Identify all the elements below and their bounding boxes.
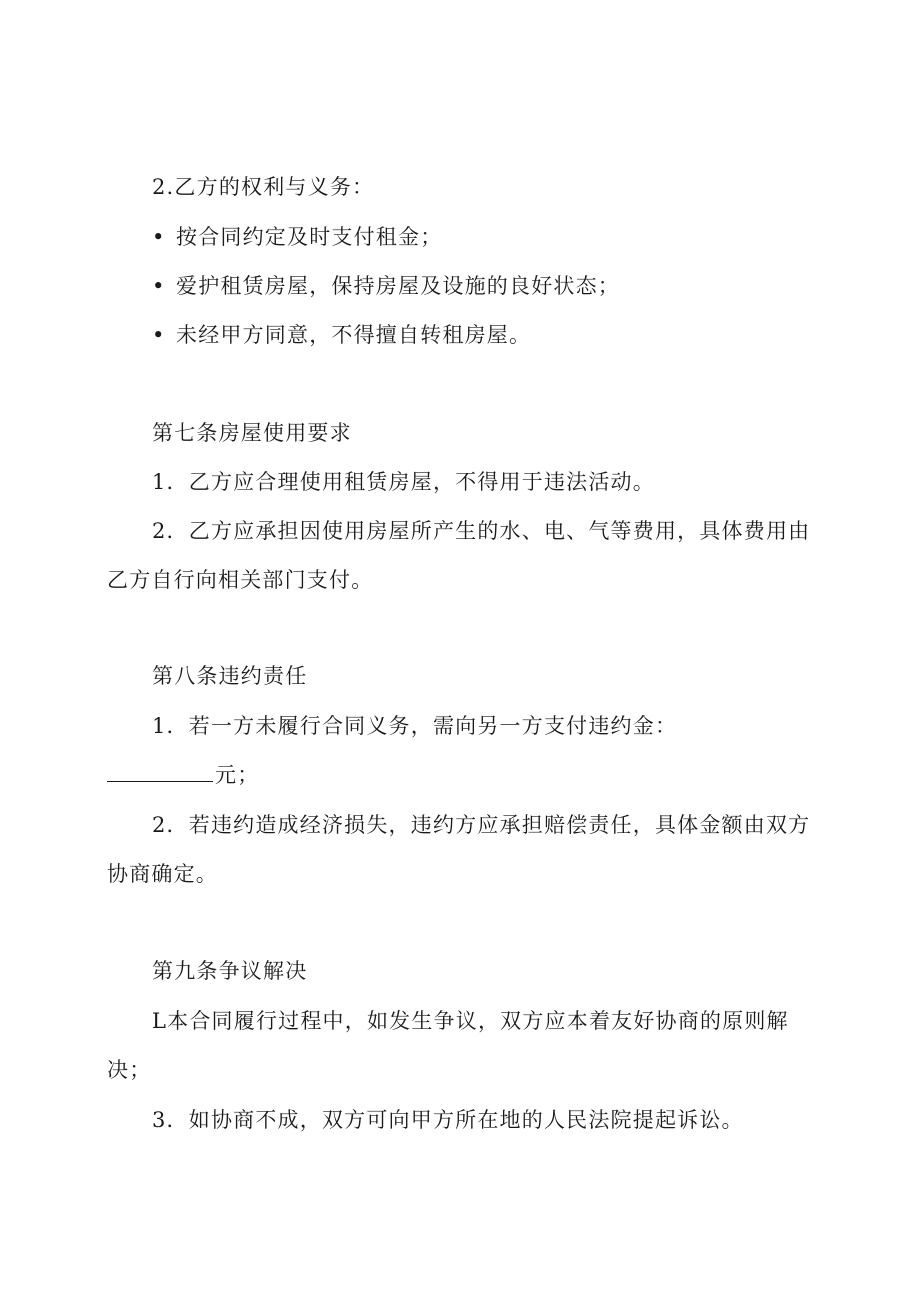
bullet-item [152,222,442,252]
section9-title: 第九条争议解决 [152,959,308,983]
section8-item2-line2: 协商确定。 [107,862,218,886]
section7-item2-line2: 乙方自行向相关部门支付。 [107,568,374,592]
section8-item2-line1: 2．若违约造成经济损失，违约方应承担赔偿责任，具体金额由双方 [152,813,811,837]
bullet-text: 爱护租赁房屋，保持房屋及设施的良好状态； [176,274,620,298]
bullet-dot-icon: • [152,274,166,298]
amount-blank-line [107,761,213,782]
section9-item3: 3．如协商不成，双方可向甲方所在地的人民法院提起诉讼。 [152,1108,744,1132]
section8-item1-line1: 1．若一方未履行合同义务，需向另一方支付违约金： [152,714,678,738]
section8-title: 第八条违约责任 [152,664,308,688]
bullet-dot-icon: • [152,323,166,347]
bullet-text: 按合同约定及时支付租金； [176,225,443,249]
bullet-dot-icon: • [152,225,166,249]
section8-item1-line2 [107,760,259,790]
bullet-item [152,271,620,301]
section9-item1-line2: 决； [107,1058,152,1082]
amount-unit: 元； [215,763,260,787]
section6-part2-heading: 2.乙方的权利与义务： [152,175,375,199]
section7-title: 第七条房屋使用要求 [152,421,352,445]
section9-item1-line1: L本合同履行过程中，如发生争议，双方应本着友好协商的原则解 [152,1009,789,1033]
section7-item1: 1．乙方应合理使用租赁房屋，不得用于违法活动。 [152,470,655,494]
bullet-text: 未经甲方同意，不得擅自转租房屋。 [176,323,532,347]
section7-item2-line1: 2．乙方应承担因使用房屋所产生的水、电、气等费用，具体费用由 [152,519,811,543]
bullet-item [152,320,531,350]
